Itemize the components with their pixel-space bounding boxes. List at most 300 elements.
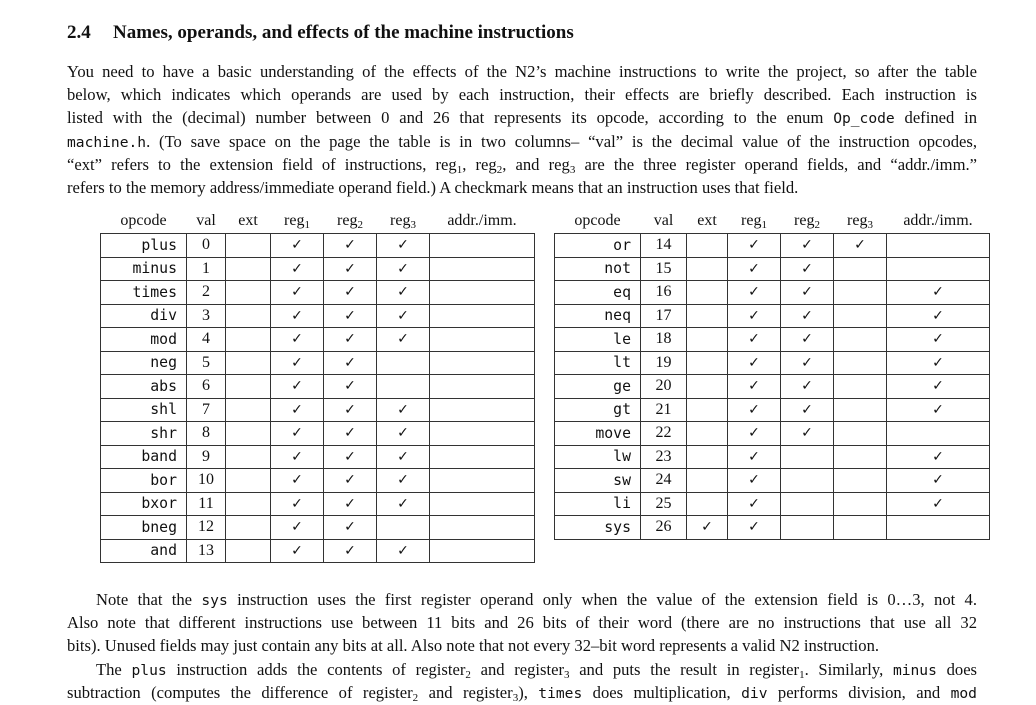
subscript: 3: [569, 163, 576, 176]
section-heading: [67, 22, 574, 44]
checkmark-icon: ✓: [397, 495, 409, 512]
val-cell: 5: [187, 351, 226, 375]
reg1-cell: [271, 304, 324, 328]
opcode-cell: abs: [101, 375, 187, 399]
reg1-cell: [728, 375, 781, 399]
opcode-cell: not: [555, 257, 641, 281]
addr-cell: [887, 516, 990, 540]
checkmark-icon: ✓: [291, 237, 303, 254]
subscript: 2: [496, 163, 503, 176]
ext-cell: [226, 445, 271, 469]
val-cell: 0: [187, 234, 226, 258]
checkmark-icon: ✓: [932, 284, 944, 301]
table-row: [101, 469, 535, 493]
reg1-cell: [728, 445, 781, 469]
header-reg2: [781, 209, 834, 234]
checkmark-icon: ✓: [344, 237, 356, 254]
ext-cell: [226, 398, 271, 422]
text-span: , and reg: [502, 154, 570, 174]
checkmark-icon: ✓: [344, 354, 356, 371]
notes-line: [67, 681, 977, 704]
reg3-cell: [834, 469, 887, 493]
checkmark-icon: ✓: [854, 237, 866, 254]
val-cell: 23: [641, 445, 687, 469]
reg3-cell: [377, 234, 430, 258]
reg2-cell: [324, 469, 377, 493]
val-cell: 20: [641, 375, 687, 399]
reg1-cell: [728, 492, 781, 516]
reg2-cell: [324, 351, 377, 375]
subscript: 2: [465, 668, 471, 681]
checkmark-icon: ✓: [344, 331, 356, 348]
text-span: and register: [480, 659, 564, 679]
reg2-cell: [781, 375, 834, 399]
header-addr: addr./imm.: [447, 212, 517, 229]
header-reg3: [377, 209, 430, 234]
ext-cell: [226, 351, 271, 375]
reg2-cell: [781, 516, 834, 540]
opcode-cell: or: [555, 234, 641, 258]
reg1-cell: [271, 281, 324, 305]
addr-cell: [430, 398, 535, 422]
code-op-code: Op_code: [833, 110, 895, 128]
addr-cell: [430, 328, 535, 352]
intro-line: refers to the memory address/immediate operand field.) A checkmark means that an instruction uses that field.: [67, 177, 799, 197]
checkmark-icon: ✓: [291, 307, 303, 324]
ext-cell: [226, 328, 271, 352]
reg3-cell: [834, 422, 887, 446]
subscript: 3: [867, 219, 873, 231]
val-cell: 2: [187, 281, 226, 305]
addr-cell: [887, 257, 990, 281]
table-row: [101, 281, 535, 305]
addr-cell: [430, 375, 535, 399]
code-times: times: [538, 684, 583, 702]
table-row: [555, 375, 990, 399]
addr-cell: [887, 234, 990, 258]
table-row: [101, 304, 535, 328]
addr-cell: [887, 304, 990, 328]
checkmark-icon: ✓: [932, 448, 944, 465]
val-cell: 22: [641, 422, 687, 446]
table-row: [555, 257, 990, 281]
table-row: [555, 234, 990, 258]
table-row: [555, 351, 990, 375]
checkmark-icon: ✓: [291, 495, 303, 512]
checkmark-icon: ✓: [344, 284, 356, 301]
header-text: reg: [337, 212, 358, 229]
subscript: 3: [410, 219, 416, 231]
table-body: [555, 234, 990, 540]
text-span: ),: [518, 682, 528, 702]
val-cell: 9: [187, 445, 226, 469]
code-sys: sys: [201, 592, 228, 609]
reg2-cell: [324, 539, 377, 563]
val-cell: 6: [187, 375, 226, 399]
addr-cell: [887, 351, 990, 375]
checkmark-icon: ✓: [291, 472, 303, 489]
opcode-cell: and: [101, 539, 187, 563]
val-cell: 7: [187, 398, 226, 422]
val-cell: 21: [641, 398, 687, 422]
addr-cell: [430, 539, 535, 563]
reg3-cell: [377, 304, 430, 328]
val-cell: 8: [187, 422, 226, 446]
subscript: 3: [563, 668, 570, 681]
reg2-cell: [781, 257, 834, 281]
reg3-cell: [834, 304, 887, 328]
reg1-cell: [271, 234, 324, 258]
opcode-cell: bor: [101, 469, 187, 493]
checkmark-icon: ✓: [291, 542, 303, 559]
addr-cell: [887, 422, 990, 446]
opcode-cell: gt: [555, 398, 641, 422]
reg2-cell: [324, 492, 377, 516]
table-row: [555, 328, 990, 352]
opcode-cell: lt: [555, 351, 641, 375]
checkmark-icon: ✓: [397, 448, 409, 465]
table-row: [101, 516, 535, 540]
reg3-cell: [377, 328, 430, 352]
opcode-cell: sys: [555, 516, 641, 540]
table-row: [101, 422, 535, 446]
ext-cell: [226, 492, 271, 516]
checkmark-icon: ✓: [748, 378, 760, 395]
checkmark-icon: ✓: [701, 519, 713, 536]
reg2-cell: [781, 304, 834, 328]
val-cell: 25: [641, 492, 687, 516]
checkmark-icon: ✓: [397, 401, 409, 418]
ext-cell: [226, 281, 271, 305]
val-cell: 19: [641, 351, 687, 375]
ext-cell: [687, 375, 728, 399]
reg3-cell: [834, 398, 887, 422]
opcode-cell: bxor: [101, 492, 187, 516]
ext-cell: [687, 492, 728, 516]
reg3-cell: [834, 375, 887, 399]
header-text: reg: [284, 212, 305, 229]
reg3-cell: [834, 492, 887, 516]
table-header-row: [101, 209, 535, 234]
addr-cell: [430, 257, 535, 281]
checkmark-icon: ✓: [748, 307, 760, 324]
reg2-cell: [781, 328, 834, 352]
checkmark-icon: ✓: [801, 237, 813, 254]
val-cell: 10: [187, 469, 226, 493]
opcode-cell: le: [555, 328, 641, 352]
ext-cell: [226, 304, 271, 328]
opcode-cell: shr: [101, 422, 187, 446]
reg1-cell: [271, 375, 324, 399]
reg3-cell: [834, 257, 887, 281]
val-cell: 11: [187, 492, 226, 516]
header-reg2: [324, 209, 377, 234]
checkmark-icon: ✓: [801, 307, 813, 324]
ext-cell: [226, 516, 271, 540]
reg2-cell: [324, 257, 377, 281]
addr-cell: [430, 445, 535, 469]
notes-paragraph: [67, 588, 977, 704]
checkmark-icon: ✓: [748, 448, 760, 465]
addr-cell: [430, 492, 535, 516]
opcode-cell: bneg: [101, 516, 187, 540]
ext-cell: [226, 539, 271, 563]
checkmark-icon: ✓: [344, 401, 356, 418]
reg2-cell: [324, 445, 377, 469]
val-cell: 1: [187, 257, 226, 281]
header-opcode: opcode: [574, 212, 621, 229]
subscript: 2: [357, 219, 363, 231]
reg2-cell: [324, 398, 377, 422]
subscript: 2: [814, 219, 820, 231]
ext-cell: [687, 398, 728, 422]
checkmark-icon: ✓: [748, 354, 760, 371]
reg3-cell: [377, 492, 430, 516]
opcode-cell: eq: [555, 281, 641, 305]
checkmark-icon: ✓: [748, 237, 760, 254]
checkmark-icon: ✓: [748, 284, 760, 301]
checkmark-icon: ✓: [291, 425, 303, 442]
checkmark-icon: ✓: [801, 260, 813, 277]
addr-cell: [430, 469, 535, 493]
header-val: val: [196, 212, 216, 229]
addr-cell: [430, 234, 535, 258]
subscript: 1: [456, 163, 463, 176]
table-row: [555, 492, 990, 516]
notes-line: [67, 588, 977, 611]
text-span: , reg: [462, 154, 497, 174]
checkmark-icon: ✓: [801, 331, 813, 348]
intro-paragraph: [67, 60, 977, 199]
opcode-cell: shl: [101, 398, 187, 422]
reg2-cell: [781, 234, 834, 258]
checkmark-icon: ✓: [344, 378, 356, 395]
reg3-cell: [834, 281, 887, 305]
addr-cell: [430, 281, 535, 305]
checkmark-icon: ✓: [932, 401, 944, 418]
subscript: 1: [304, 219, 310, 231]
opcode-cell: neq: [555, 304, 641, 328]
reg3-cell: [834, 328, 887, 352]
code-plus: plus: [131, 661, 167, 679]
reg1-cell: [271, 257, 324, 281]
reg1-cell: [728, 234, 781, 258]
checkmark-icon: ✓: [344, 495, 356, 512]
header-reg1: [271, 209, 324, 234]
table-row: [101, 234, 535, 258]
table-row: [101, 257, 535, 281]
reg2-cell: [781, 351, 834, 375]
table-row: [101, 492, 535, 516]
table-row: [555, 304, 990, 328]
notes-line: [67, 658, 977, 681]
ext-cell: [226, 375, 271, 399]
ext-cell: [226, 234, 271, 258]
reg1-cell: [271, 398, 324, 422]
checkmark-icon: ✓: [801, 354, 813, 371]
reg3-cell: [377, 281, 430, 305]
checkmark-icon: ✓: [344, 260, 356, 277]
reg2-cell: [324, 328, 377, 352]
subscript: 3: [512, 691, 519, 704]
checkmark-icon: ✓: [748, 495, 760, 512]
table-row: [555, 469, 990, 493]
opcode-cell: times: [101, 281, 187, 305]
table-row: [101, 375, 535, 399]
addr-cell: [887, 281, 990, 305]
header-ext: ext: [697, 212, 717, 229]
text-span: subtraction (computes the difference of register: [67, 682, 413, 702]
addr-cell: [887, 492, 990, 516]
table-row: [101, 398, 535, 422]
ext-cell: [687, 469, 728, 493]
table-body: [101, 234, 535, 563]
intro-line: [67, 130, 977, 153]
opcode-cell: plus: [101, 234, 187, 258]
section-title: Names, operands, and effects of the machine instructions: [113, 22, 574, 43]
reg1-cell: [728, 516, 781, 540]
reg3-cell: [377, 422, 430, 446]
checkmark-icon: ✓: [801, 425, 813, 442]
header-val: val: [653, 212, 674, 229]
val-cell: 18: [641, 328, 687, 352]
reg2-cell: [781, 492, 834, 516]
intro-line: [67, 106, 977, 129]
table-row: [555, 422, 990, 446]
notes-line: Also note that different instructions use between 11 bits and 26 bits of their word (there are no instructions that use all 32: [67, 613, 977, 633]
checkmark-icon: ✓: [397, 472, 409, 489]
table-row: [555, 281, 990, 305]
reg3-cell: [834, 351, 887, 375]
checkmark-icon: ✓: [291, 448, 303, 465]
ext-cell: [687, 351, 728, 375]
opcode-cell: li: [555, 492, 641, 516]
opcode-table-left: [100, 209, 535, 563]
text-span: . (To save space on the page the table is in two columns– “val” is the decimal value of the instruction opcodes,: [146, 131, 977, 151]
val-cell: 4: [187, 328, 226, 352]
checkmark-icon: ✓: [397, 425, 409, 442]
reg2-cell: [324, 516, 377, 540]
val-cell: 26: [641, 516, 687, 540]
reg1-cell: [728, 257, 781, 281]
reg1-cell: [728, 281, 781, 305]
checkmark-icon: ✓: [932, 307, 944, 324]
checkmark-icon: ✓: [344, 448, 356, 465]
checkmark-icon: ✓: [748, 425, 760, 442]
checkmark-icon: ✓: [397, 307, 409, 324]
subscript: 1: [799, 668, 805, 681]
table-row: [555, 445, 990, 469]
reg3-cell: [377, 257, 430, 281]
table-header-row: [555, 209, 990, 234]
val-cell: 17: [641, 304, 687, 328]
checkmark-icon: ✓: [801, 401, 813, 418]
opcode-cell: move: [555, 422, 641, 446]
checkmark-icon: ✓: [397, 260, 409, 277]
opcode-cell: lw: [555, 445, 641, 469]
reg2-cell: [324, 281, 377, 305]
addr-cell: [887, 328, 990, 352]
header-text: reg: [741, 212, 762, 229]
header-addr: addr./imm.: [903, 212, 973, 229]
reg2-cell: [781, 398, 834, 422]
header-reg1: [728, 209, 781, 234]
checkmark-icon: ✓: [344, 307, 356, 324]
reg1-cell: [728, 422, 781, 446]
reg2-cell: [324, 375, 377, 399]
reg1-cell: [271, 492, 324, 516]
checkmark-icon: ✓: [291, 378, 303, 395]
reg2-cell: [781, 422, 834, 446]
reg1-cell: [271, 351, 324, 375]
checkmark-icon: ✓: [932, 472, 944, 489]
reg2-cell: [324, 304, 377, 328]
ext-cell: [687, 445, 728, 469]
reg3-cell: [377, 539, 430, 563]
checkmark-icon: ✓: [932, 378, 944, 395]
val-cell: 16: [641, 281, 687, 305]
val-cell: 24: [641, 469, 687, 493]
header-ext: ext: [238, 212, 258, 229]
checkmark-icon: ✓: [748, 519, 760, 536]
checkmark-icon: ✓: [801, 284, 813, 301]
reg2-cell: [781, 281, 834, 305]
table-row: [555, 516, 990, 540]
text-span: defined in: [904, 108, 977, 128]
intro-line: You need to have a basic understanding of the effects of the N2’s machine instructions to write the project, so after the table: [67, 62, 977, 81]
reg1-cell: [728, 304, 781, 328]
text-span: and puts the result in register: [579, 659, 800, 679]
reg2-cell: [781, 469, 834, 493]
reg1-cell: [271, 445, 324, 469]
checkmark-icon: ✓: [748, 331, 760, 348]
text-span: does: [946, 659, 978, 679]
text-span: listed with the (decimal) number between 0 and 26 that represents its opcode, according to the enum: [67, 108, 824, 128]
reg2-cell: [324, 422, 377, 446]
table-row: [555, 398, 990, 422]
reg3-cell: [377, 516, 430, 540]
checkmark-icon: ✓: [932, 495, 944, 512]
addr-cell: [887, 445, 990, 469]
checkmark-icon: ✓: [748, 401, 760, 418]
opcode-cell: ge: [555, 375, 641, 399]
code-div: div: [741, 684, 768, 702]
addr-cell: [430, 351, 535, 375]
checkmark-icon: ✓: [291, 401, 303, 418]
header-text: reg: [390, 212, 411, 229]
text-span: . Similarly,: [804, 659, 884, 679]
addr-cell: [430, 516, 535, 540]
text-span: Note that the: [96, 590, 193, 609]
notes-line: bits). Unused fields may just contain any bits at all. Also note that not every 32–bit word represents a valid N2 instruction.: [67, 636, 880, 656]
intro-line: below, which indicates which operands are used by each instruction, their effects are briefly described. Each instruction is: [67, 85, 977, 105]
ext-cell: [226, 422, 271, 446]
subscript: 2: [412, 691, 419, 704]
val-cell: 14: [641, 234, 687, 258]
checkmark-icon: ✓: [748, 260, 760, 277]
addr-cell: [887, 469, 990, 493]
ext-cell: [226, 469, 271, 493]
val-cell: 13: [187, 539, 226, 563]
checkmark-icon: ✓: [291, 331, 303, 348]
val-cell: 12: [187, 516, 226, 540]
reg3-cell: [834, 234, 887, 258]
text-span: performs division, and: [777, 682, 941, 702]
header-text: reg: [847, 212, 868, 229]
reg1-cell: [271, 422, 324, 446]
checkmark-icon: ✓: [748, 472, 760, 489]
ext-cell: [687, 234, 728, 258]
